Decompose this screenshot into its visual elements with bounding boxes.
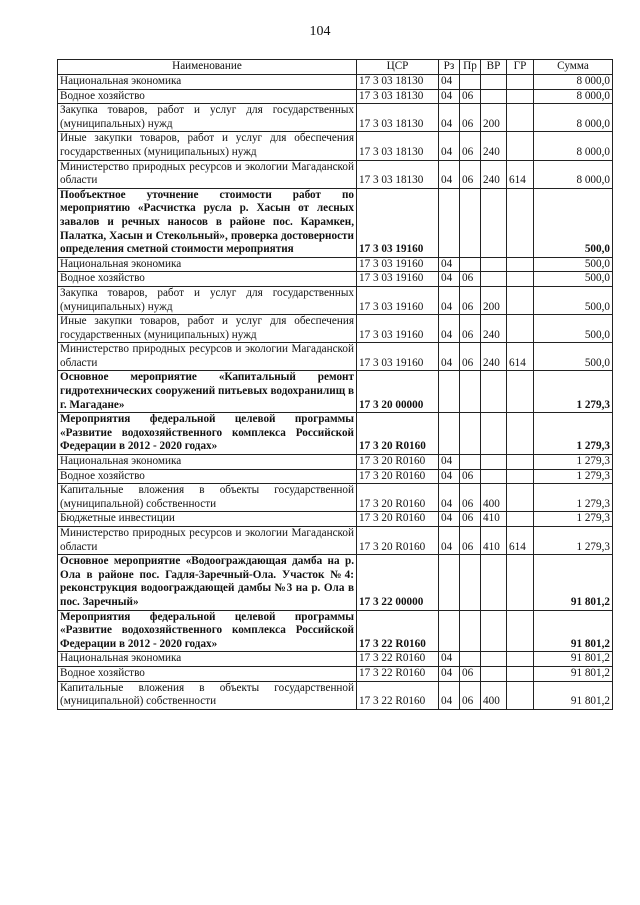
cell-rz: 04: [439, 469, 460, 484]
table-row: [58, 469, 613, 484]
cell-pr: [460, 75, 481, 90]
cell-gr: [507, 188, 534, 257]
cell-sum: 8 000,0: [534, 104, 613, 132]
cell-name: Национальная экономика: [58, 257, 357, 272]
cell-gr: [507, 484, 534, 512]
cell-gr: [507, 469, 534, 484]
cell-sum: 500,0: [534, 315, 613, 343]
cell-vr: [481, 89, 507, 104]
cell-rz: [439, 610, 460, 652]
cell-gr: [507, 89, 534, 104]
cell-gr: [507, 413, 534, 455]
cell-vr: [481, 455, 507, 470]
table-row: [58, 555, 613, 610]
table-row: [58, 272, 613, 287]
cell-rz: 04: [439, 75, 460, 90]
cell-csr: 17 3 03 19160: [357, 188, 439, 257]
cell-gr: [507, 286, 534, 314]
cell-csr: 17 3 20 R0160: [357, 469, 439, 484]
cell-gr: [507, 132, 534, 160]
cell-sum: 1 279,3: [534, 469, 613, 484]
cell-csr: 17 3 03 19160: [357, 272, 439, 287]
header-gr: ГР: [507, 60, 534, 75]
cell-sum: 1 279,3: [534, 484, 613, 512]
cell-pr: 06: [460, 272, 481, 287]
cell-gr: [507, 272, 534, 287]
cell-rz: 04: [439, 666, 460, 681]
table-row: [58, 610, 613, 652]
cell-rz: 04: [439, 132, 460, 160]
cell-rz: 04: [439, 315, 460, 343]
cell-csr: 17 3 22 R0160: [357, 666, 439, 681]
cell-pr: 06: [460, 89, 481, 104]
cell-csr: 17 3 03 19160: [357, 315, 439, 343]
header-csr: ЦСР: [357, 60, 439, 75]
cell-rz: 04: [439, 286, 460, 314]
cell-rz: [439, 555, 460, 610]
cell-sum: 8 000,0: [534, 75, 613, 90]
cell-gr: [507, 371, 534, 413]
cell-pr: 06: [460, 666, 481, 681]
cell-csr: 17 3 03 18130: [357, 89, 439, 104]
cell-gr: [507, 652, 534, 667]
cell-pr: 06: [460, 286, 481, 314]
cell-csr: 17 3 20 R0160: [357, 484, 439, 512]
table-row: [58, 132, 613, 160]
cell-gr: [507, 257, 534, 272]
cell-pr: 06: [460, 160, 481, 188]
cell-vr: [481, 666, 507, 681]
cell-gr: [507, 610, 534, 652]
cell-vr: [481, 272, 507, 287]
cell-vr: 410: [481, 512, 507, 527]
table-row: [58, 75, 613, 90]
cell-pr: [460, 455, 481, 470]
cell-csr: 17 3 20 R0160: [357, 512, 439, 527]
cell-pr: [460, 257, 481, 272]
cell-csr: 17 3 03 18130: [357, 132, 439, 160]
cell-vr: 240: [481, 315, 507, 343]
cell-pr: [460, 413, 481, 455]
table-row: [58, 527, 613, 555]
cell-name: Иные закупки товаров, работ и услуг для обеспечения государственных (муниципальных) нужд: [58, 315, 357, 343]
cell-sum: 500,0: [534, 343, 613, 371]
cell-csr: 17 3 22 R0160: [357, 610, 439, 652]
cell-rz: [439, 188, 460, 257]
cell-csr: 17 3 03 19160: [357, 257, 439, 272]
cell-name: Водное хозяйство: [58, 666, 357, 681]
cell-name: Водное хозяйство: [58, 272, 357, 287]
cell-name: Пообъектное уточнение стоимости работ по мероприятию «Расчистка русла р. Хасын от лесных завалов и речных наносов в районе пос. Карамкен, Палатка, Хасын и Стекольный», проверка достоверности определения сметной стоимости мероприятия: [58, 188, 357, 257]
table-row: [58, 315, 613, 343]
cell-csr: 17 3 03 19160: [357, 343, 439, 371]
cell-vr: 200: [481, 286, 507, 314]
cell-sum: 500,0: [534, 286, 613, 314]
cell-name: Министерство природных ресурсов и экологии Магаданской области: [58, 343, 357, 371]
cell-sum: 500,0: [534, 257, 613, 272]
cell-name: Национальная экономика: [58, 652, 357, 667]
cell-pr: 06: [460, 343, 481, 371]
cell-vr: 240: [481, 160, 507, 188]
cell-name: Основное мероприятие «Капитальный ремонт гидротехнических сооружений питьевых водохранилищ в г. Магадане»: [58, 371, 357, 413]
cell-rz: 04: [439, 343, 460, 371]
cell-csr: 17 3 20 00000: [357, 371, 439, 413]
cell-sum: 8 000,0: [534, 160, 613, 188]
cell-name: Национальная экономика: [58, 455, 357, 470]
table-row: [58, 371, 613, 413]
cell-name: Мероприятия федеральной целевой программы «Развитие водохозяйственного комплекса Российской Федерации в 2012 - 2020 годах»: [58, 610, 357, 652]
cell-sum: 91 801,2: [534, 555, 613, 610]
cell-csr: 17 3 20 R0160: [357, 413, 439, 455]
table-row: [58, 666, 613, 681]
cell-gr: [507, 315, 534, 343]
cell-name: Капитальные вложения в объекты государственной (муниципальной) собственности: [58, 681, 357, 709]
table-row: [58, 343, 613, 371]
cell-sum: 91 801,2: [534, 681, 613, 709]
cell-rz: 04: [439, 89, 460, 104]
cell-vr: 400: [481, 484, 507, 512]
cell-sum: 1 279,3: [534, 455, 613, 470]
header-rz: Рз: [439, 60, 460, 75]
cell-rz: 04: [439, 272, 460, 287]
cell-vr: [481, 413, 507, 455]
table-row: [58, 681, 613, 709]
cell-sum: 500,0: [534, 272, 613, 287]
table-row: [58, 257, 613, 272]
cell-vr: [481, 469, 507, 484]
cell-pr: [460, 610, 481, 652]
cell-vr: [481, 257, 507, 272]
cell-rz: 04: [439, 160, 460, 188]
cell-name: Бюджетные инвестиции: [58, 512, 357, 527]
table-body: [58, 75, 613, 710]
table-row: [58, 413, 613, 455]
cell-name: Министерство природных ресурсов и экологии Магаданской области: [58, 160, 357, 188]
cell-name: Основное мероприятие «Водоограждающая дамба на р. Ола в районе пос. Гадля-Заречный-Ола. Участок №4: реконструкция водоограждающей дамбы №3 на р. Ола в пос. Заречный»: [58, 555, 357, 610]
cell-sum: 1 279,3: [534, 413, 613, 455]
cell-sum: 91 801,2: [534, 666, 613, 681]
cell-sum: 8 000,0: [534, 89, 613, 104]
cell-pr: 06: [460, 484, 481, 512]
table-row: [58, 652, 613, 667]
cell-name: Иные закупки товаров, работ и услуг для обеспечения государственных (муниципальных) нужд: [58, 132, 357, 160]
cell-name: Министерство природных ресурсов и экологии Магаданской области: [58, 527, 357, 555]
cell-vr: [481, 652, 507, 667]
cell-vr: 400: [481, 681, 507, 709]
cell-sum: 8 000,0: [534, 132, 613, 160]
cell-sum: 91 801,2: [534, 652, 613, 667]
cell-pr: 06: [460, 315, 481, 343]
cell-csr: 17 3 22 R0160: [357, 681, 439, 709]
table-row: [58, 455, 613, 470]
cell-name: Водное хозяйство: [58, 469, 357, 484]
cell-name: Национальная экономика: [58, 75, 357, 90]
cell-rz: 04: [439, 257, 460, 272]
cell-gr: 614: [507, 527, 534, 555]
table-row: [58, 188, 613, 257]
cell-pr: [460, 188, 481, 257]
cell-name: Мероприятия федеральной целевой программы «Развитие водохозяйственного комплекса Российской Федерации в 2012 - 2020 годах»: [58, 413, 357, 455]
budget-table: [57, 59, 613, 710]
table-row: [58, 160, 613, 188]
table-row: [58, 89, 613, 104]
cell-pr: [460, 555, 481, 610]
cell-pr: 06: [460, 527, 481, 555]
cell-rz: 04: [439, 527, 460, 555]
cell-gr: 614: [507, 160, 534, 188]
cell-pr: 06: [460, 512, 481, 527]
cell-vr: [481, 188, 507, 257]
cell-csr: 17 3 03 19160: [357, 286, 439, 314]
cell-csr: 17 3 20 R0160: [357, 527, 439, 555]
cell-pr: [460, 371, 481, 413]
cell-vr: 410: [481, 527, 507, 555]
cell-name: Закупка товаров, работ и услуг для государственных (муниципальных) нужд: [58, 286, 357, 314]
cell-csr: 17 3 22 00000: [357, 555, 439, 610]
header-pr: Пр: [460, 60, 481, 75]
cell-gr: [507, 75, 534, 90]
cell-name: Водное хозяйство: [58, 89, 357, 104]
cell-rz: 04: [439, 484, 460, 512]
table-header-row: [58, 60, 613, 75]
cell-gr: [507, 455, 534, 470]
cell-csr: 17 3 22 R0160: [357, 652, 439, 667]
header-sum: Сумма: [534, 60, 613, 75]
cell-gr: [507, 104, 534, 132]
header-vr: ВР: [481, 60, 507, 75]
page-number: 104: [309, 24, 331, 39]
cell-sum: 500,0: [534, 188, 613, 257]
cell-rz: 04: [439, 681, 460, 709]
cell-csr: 17 3 03 18130: [357, 160, 439, 188]
cell-rz: 04: [439, 455, 460, 470]
table-row: [58, 512, 613, 527]
cell-vr: [481, 610, 507, 652]
cell-rz: 04: [439, 512, 460, 527]
cell-gr: [507, 512, 534, 527]
cell-gr: 614: [507, 343, 534, 371]
table-row: [58, 484, 613, 512]
cell-gr: [507, 681, 534, 709]
cell-gr: [507, 555, 534, 610]
cell-vr: 200: [481, 104, 507, 132]
cell-vr: [481, 75, 507, 90]
cell-csr: 17 3 03 18130: [357, 104, 439, 132]
cell-pr: 06: [460, 104, 481, 132]
header-name: Наименование: [58, 60, 357, 75]
cell-vr: [481, 371, 507, 413]
cell-rz: [439, 413, 460, 455]
cell-rz: [439, 371, 460, 413]
cell-rz: 04: [439, 652, 460, 667]
cell-vr: [481, 555, 507, 610]
cell-csr: 17 3 20 R0160: [357, 455, 439, 470]
cell-vr: 240: [481, 132, 507, 160]
cell-sum: 1 279,3: [534, 512, 613, 527]
cell-gr: [507, 666, 534, 681]
cell-pr: 06: [460, 681, 481, 709]
cell-sum: 1 279,3: [534, 371, 613, 413]
cell-name: Закупка товаров, работ и услуг для государственных (муниципальных) нужд: [58, 104, 357, 132]
table-row: [58, 286, 613, 314]
cell-sum: 91 801,2: [534, 610, 613, 652]
cell-pr: 06: [460, 469, 481, 484]
cell-sum: 1 279,3: [534, 527, 613, 555]
cell-pr: [460, 652, 481, 667]
cell-pr: 06: [460, 132, 481, 160]
cell-vr: 240: [481, 343, 507, 371]
cell-rz: 04: [439, 104, 460, 132]
table-row: [58, 104, 613, 132]
cell-csr: 17 3 03 18130: [357, 75, 439, 90]
cell-name: Капитальные вложения в объекты государственной (муниципальной) собственности: [58, 484, 357, 512]
